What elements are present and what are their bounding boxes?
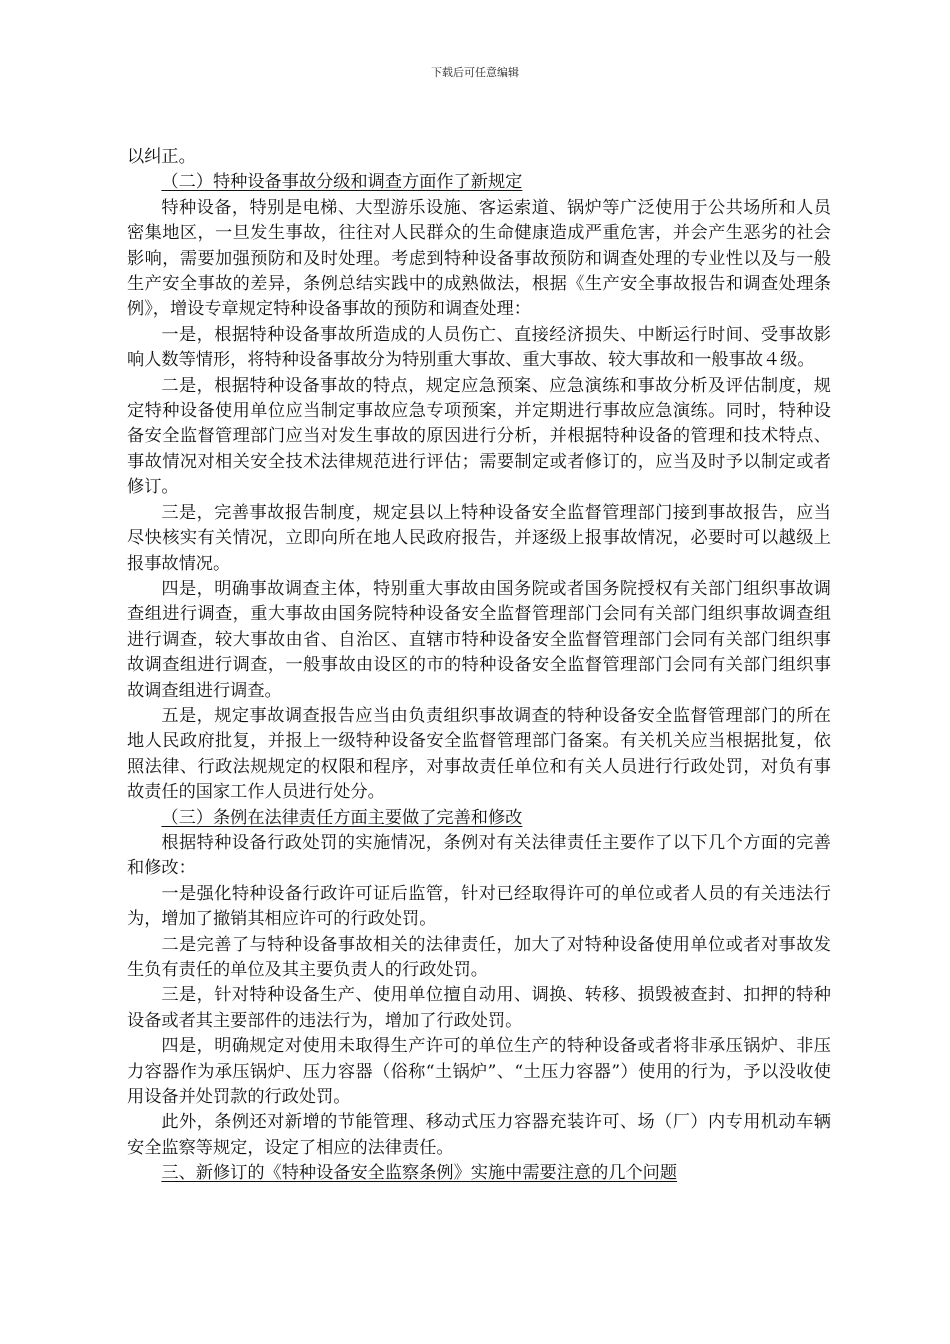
chapter-heading-3 <box>127 1161 831 1186</box>
paragraph: 四是，明确规定对使用未取得生产许可的单位生产的特种设备或者将非承压锅炉、非压力容器作为承压锅炉、压力容器（俗称“土锅炉”、“土压力容器”）使用的行为，予以没收使用设备并处罚款的行政处罚。 <box>127 1036 831 1108</box>
paragraph: 此外，条例还对新增的节能管理、移动式压力容器充装许可、场（厂）内专用机动车辆安全监察等规定，设定了相应的法律责任。 <box>127 1112 831 1158</box>
section-heading-2 <box>127 170 831 195</box>
paragraph: 三是，完善事故报告制度，规定县以上特种设备安全监督管理部门接到事故报告，应当尽快核实有关情况，立即向所在地人民政府报告，并逐级上报事故情况，必要时可以越级上报事故情况。 <box>127 502 831 574</box>
paragraph-continuation: 以纠正。 <box>127 147 196 167</box>
paragraph: 一是强化特种设备行政许可证后监管，针对已经取得许可的单位或者人员的有关违法行为，增加了撤销其相应许可的行政处罚。 <box>127 883 831 930</box>
page-header: 下载后可任意编辑 <box>431 66 519 79</box>
section-heading-2-text: （二）特种设备事故分级和调查方面作了新规定 <box>161 172 523 193</box>
paragraph: 二是，根据特种设备事故的特点，规定应急预案、应急演练和事故分析及评估制度，规定特种设备使用单位应当制定事故应急专项预案，并定期进行事故应急演练。同时，特种设备安全监督管理部门应当对发生事故的原因进行分析，并根据特种设备的管理和技术特点、事故情况对相关安全技术法律规范进行评估；需要制定或者修订的，应当及时予以制定或者修订。 <box>127 375 831 498</box>
paragraph: 一是，根据特种设备事故所造成的人员伤亡、直接经济损失、中断运行时间、受事故影响人数等情形，将特种设备事故分为特别重大事故、重大事故、较大事故和一般事故４级。 <box>127 324 831 371</box>
paragraph: 四是，明确事故调查主体，特别重大事故由国务院或者国务院授权有关部门组织事故调查组进行调查，重大事故由国务院特种设备安全监督管理部门会同有关部门组织事故调查组进行调查，较大事故由省、自治区、直辖市特种设备安全监督管理部门会同有关部门组织事故调查组进行调查，一般事故由设区的市的特种设备安全监督管理部门会同有关部门组织事故调查组进行调查。 <box>127 578 831 701</box>
paragraph: 五是，规定事故调查报告应当由负责组织事故调查的特种设备安全监督管理部门的所在地人民政府批复，并报上一级特种设备安全监督管理部门备案。有关机关应当根据批复，依照法律、行政法规规定的权限和程序，对事故责任单位和有关人员进行行政处罚，对负有事故责任的国家工作人员进行处分。 <box>127 705 831 803</box>
paragraph: 特种设备，特别是电梯、大型游乐设施、客运索道、锅炉等广泛使用于公共场所和人员密集地区，一旦发生事故，往往对人民群众的生命健康造成严重危害，并会产生恶劣的社会影响，需要加强预防和及时处理。考虑到特种设备事故预防和调查处理的专业性以及与一般生产安全事故的差异，条例总结实践中的成熟做法，根据《生产安全事故报告和调查处理条例》，增设专章规定特种设备事故的预防和调查处理： <box>127 197 831 320</box>
paragraph: 二是完善了与特种设备事故相关的法律责任，加大了对特种设备使用单位或者对事故发生负有责任的单位及其主要负责人的行政处罚。 <box>127 934 831 980</box>
chapter-heading-3-text: 三、新修订的《特种设备安全监察条例》实施中需要注意的几个问题 <box>161 1163 678 1184</box>
section-heading-3-text: （三）条例在法律责任方面主要做了完善和修改 <box>161 807 523 828</box>
paragraph: 三是，针对特种设备生产、使用单位擅自动用、调换、转移、损毁被查封、扣押的特种设备或者其主要部件的违法行为，增加了行政处罚。 <box>127 985 831 1031</box>
document-body <box>127 145 831 1187</box>
paragraph: 根据特种设备行政处罚的实施情况，条例对有关法律责任主要作了以下几个方面的完善和修改： <box>127 832 831 879</box>
section-heading-3 <box>127 806 831 831</box>
